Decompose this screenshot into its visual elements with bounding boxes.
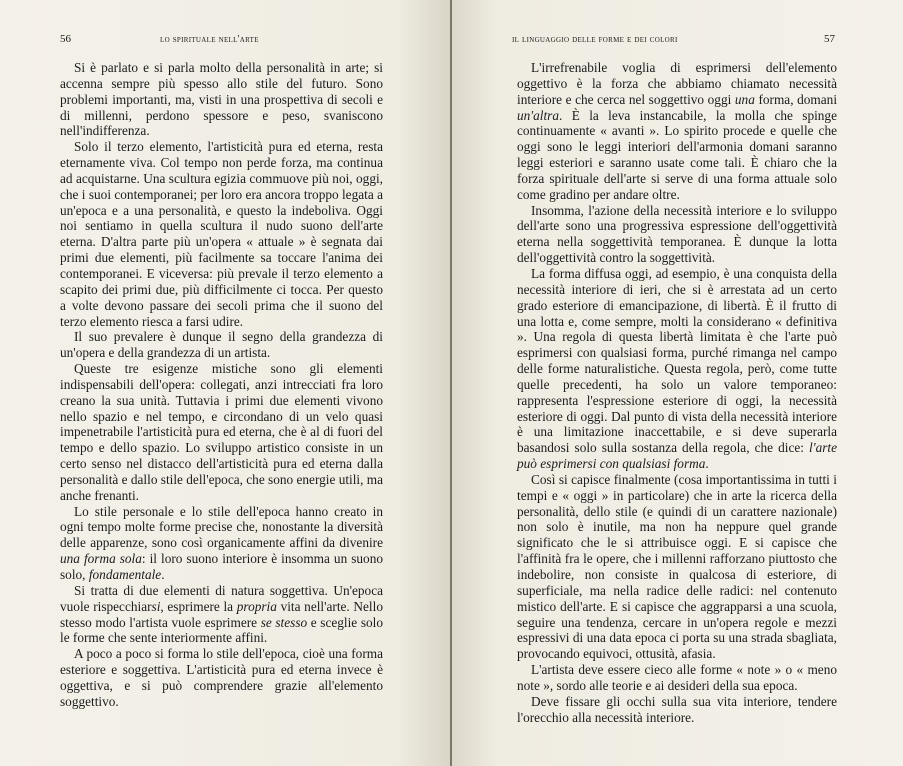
paragraph [60,646,383,709]
italic-text: fondamentale [88,567,162,582]
text-run: Si tratta di due elementi di natura soggettiva. Un'epoca vuole rispecchiar [60,582,383,614]
paragraph [60,504,383,583]
text-run: Si è parlato e si parla molto della personalità in arte; si accenna sempre più spesso allo stile del futuro. Sono problemi importanti, ma, visti in una prospettiva di secoli e di millenni, perdono spessore e peso, svaniscono nell'indifferenza. [60,60,383,139]
text-run: A poco a poco si forma lo stile dell'epoca, cioè una forma esteriore e soggettiva. L'artisticità pura ed eterna invece è oggettiva, e si può comprendere grazie all'elemento soggettivo. [60,646,383,709]
text-run: Insomma, l'azione della necessità interiore e lo sviluppo dell'arte sono una progressiva espressione dell'oggettività eterna nella soggettività temporanea. È dunque la lotta dell'oggettività contro la soggettività. [517,202,837,266]
paragraph [517,662,837,694]
text-run: La forma diffusa oggi, ad esempio, è una conquista della necessità interiore di ieri, che si è arrestata ad un certo grado esteriore di emancipazione, di libertà. È il frutto di una lotta e, come sempre, molti la considerano « definitiva ». Una regola di questa libertà limitata è che l'arte può esprimersi con qualsiasi forma, purché rimanga nel campo delle forme naturalistiche. Questa regola, però, come tutte quelle precedenti, ha solo un valore temporaneo: rappresenta l'espressione esteriore di oggi, la necessità esteriore di oggi. Dal punto di vista della necessità interiore è una limitazione inaccettabile, e si deve superarla basandosi solo sulla sostanza della regola, che dice: [517,265,837,456]
page-number-right: 57 [824,33,835,45]
text-run: L'artista deve essere cieco alle forme « note » o « meno note », sordo alle teorie e ai desideri della sua epoca. [517,662,837,693]
paragraph [60,60,383,139]
paragraph [517,472,837,662]
text-run: Lo stile personale e lo stile dell'epoca hanno creato in ogni tempo molte forme precise che, nonostante la diversità delle apparenze, sono così organicamente affini da divenire [60,503,383,551]
paragraph [60,361,383,504]
running-head-right: il linguaggio delle forme e dei colori [512,34,678,45]
running-head-left: lo spirituale nell'arte [160,34,259,45]
text-run: forma, domani [754,91,838,107]
paragraph [517,694,837,726]
text-run: : il loro suono interiore è insomma un suono solo, [60,551,384,582]
text-run: , esprimere la [160,598,237,614]
paragraph [60,329,383,361]
text-run: . [705,456,709,472]
text-run: vita nell'arte. Nello stesso modo l'artista vuole esprimere [60,598,383,630]
paragraph [517,266,837,472]
right-page [452,0,903,766]
italic-text: una forma sola [60,551,142,567]
body-text-right [517,60,837,725]
italic-text: un'altra [517,107,560,123]
page-number-left: 56 [60,33,71,45]
italic-text: l'arte può esprimersi con qualsiasi forma [517,440,837,472]
italic-text: si [151,598,161,614]
text-run: Queste tre esigenze mistiche sono gli elementi indispensabili dell'opera: collegati, anzi intrecciati fra loro creano la sua unità. Tuttavia i primi due elementi vivono nello spazio e nel tempo, e circondano di un velo quasi impenetrabile l'artisticità pura ed eterna, che è al di fuori del tempo e dello spazio. Lo sviluppo artistico consiste in un certo senso nel distacco dell'artisticità pura ed eterna dalla personalità e dallo stile dell'epoca, che sono energie utili, ma anche frenanti. [60,361,384,503]
paragraph [60,583,383,646]
paragraph [517,60,837,203]
text-run: Deve fissare gli occhi sulla sua vita interiore, tendere l'orecchio alla necessità interiore. [517,693,837,725]
paragraph [517,203,837,266]
text-run: e sceglie solo le forme che sente interiormente affini. [60,614,383,646]
text-run: . [161,567,165,582]
text-run: Il suo prevalere è dunque il segno della grandezza di un'opera e della grandezza di un artista. [60,329,383,361]
text-run: Così si capisce finalmente (cosa importantissima in tutti i tempi e « oggi » in particolare) che in arte la ricerca della personalità, dello stile (e quindi di un carattere nazionale) non solo è inutile, ma non ha neppure quel grande significato che le si attribuisce oggi. E si capisce che l'affinità fra le opere, che i millenni rafforzano piuttosto che indebolire, non consiste in qualcosa di esteriore, di superficiale, ma nella radice delle radici: nel contenuto mistico dell'arte. E si capisce che aggrapparsi a una scuola, seguire una tendenza, cercare in un'opera regole e mezzi espressivi di una data epoca ci porta su una strada sbagliata, provocando equivoci, ottusità, afasia. [517,471,837,662]
italic-text: una [734,91,755,107]
left-page [0,0,451,766]
italic-text: propria [236,598,277,614]
body-text-left [60,60,383,710]
text-run: Solo il terzo elemento, l'artisticità pura ed eterna, resta eternamente viva. Col tempo non perde forza, ma continua ad acquistarne. Una scultura egizia commuove più noi, oggi, che i suoi contemporanei; per loro era ancora troppo legata a un'epoca e a una personalità, e questo la indeboliva. Oggi noi sentiamo in quella scultura il nudo suono dell'arte eterna. D'altra parte più un'opera « attuale » è segnata dai primi due elementi, più facilmente sa toccare l'anima dei contemporanei. E viceversa: più prevale il terzo elemento a scapito dei primi due, più difficilmente ci tocca. Per questo a volte devono passare dei secoli prima che il suono del terzo elemento riesca a farsi udire. [60,139,383,329]
text-run: L'irrefrenabile voglia di esprimersi dell'elemento oggettivo è la forza che abbiamo chiamato necessità interiore e che cerca nel soggettivo oggi [517,60,837,107]
text-run: . È la leva instancabile, la molla che spinge continuamente « avanti ». Lo spirito procede e quelle che oggi sono le leggi interiori dell'armonia domani saranno leggi esteriori e saranno usate come tali. È chiaro che la forza spirituale dell'arte si serve di una forma attuale solo come gradino per andare oltre. [517,107,837,202]
paragraph [60,139,383,329]
italic-text: se stesso [260,614,308,630]
